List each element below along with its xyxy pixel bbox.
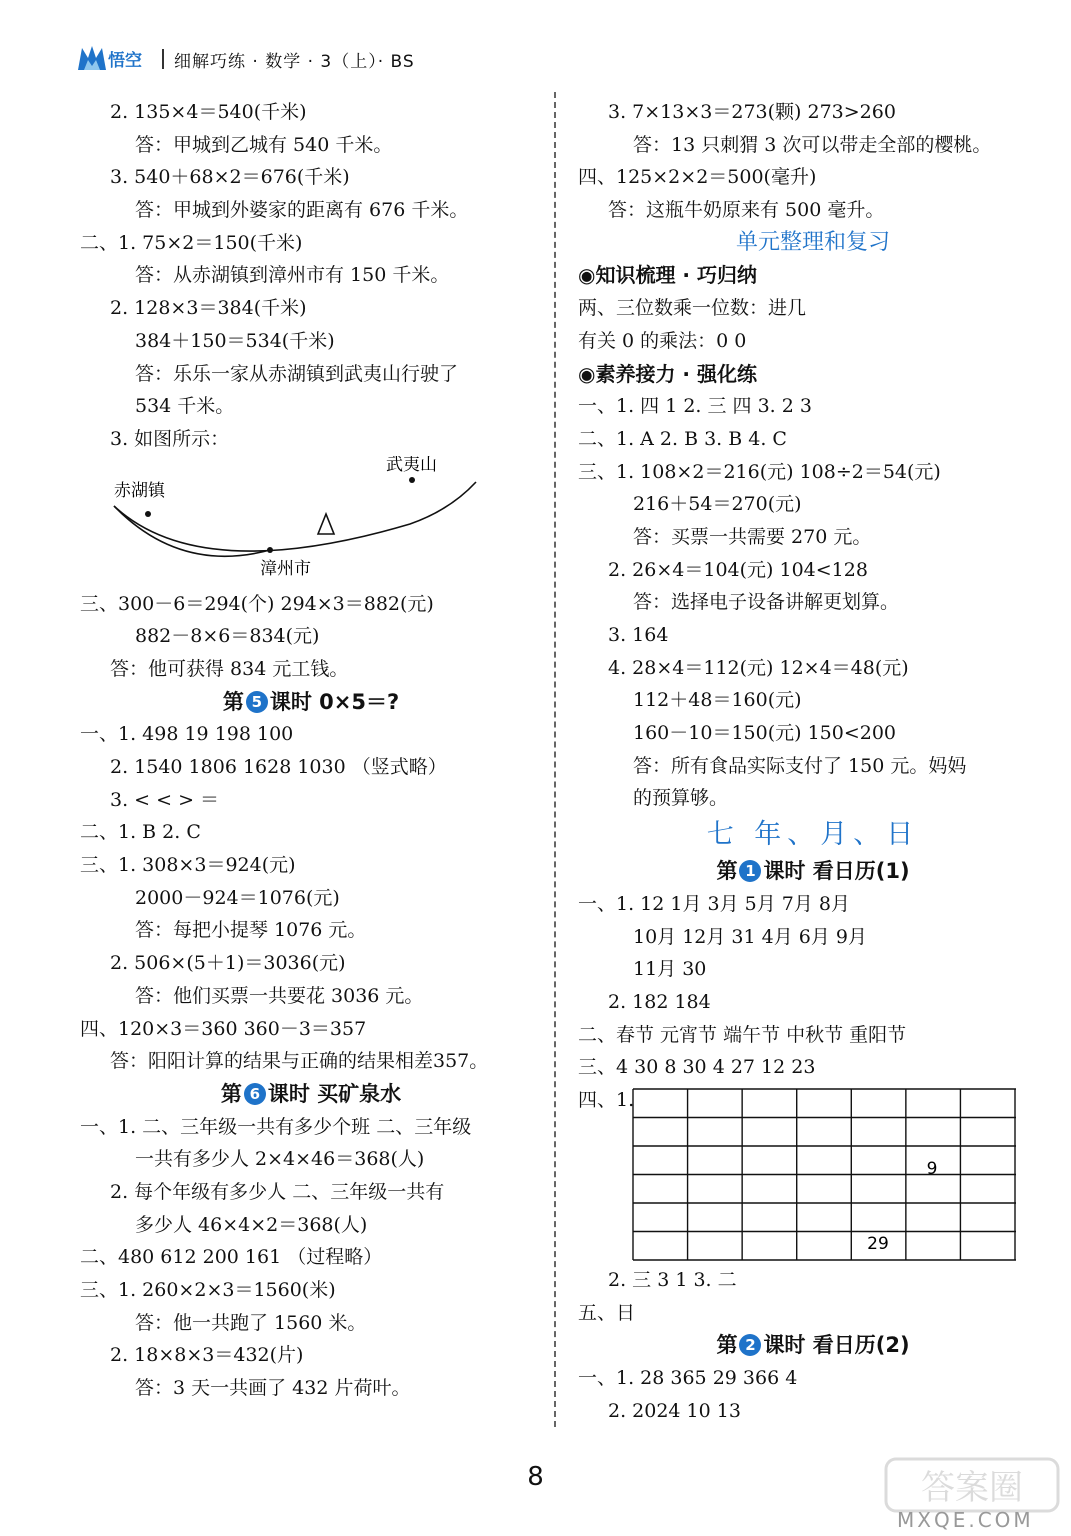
right-column	[578, 96, 1048, 1427]
answer-line: 一、1. 12 1月 3月 5月 7月 8月	[578, 892, 850, 915]
answer-line: 2000－924＝1076(元)	[135, 886, 340, 909]
answer-line: 2. 1540 1806 1628 1030 （竖式略）	[110, 756, 447, 778]
answer-line: 答：乐乐一家从赤湖镇到武夷山行驶了	[135, 362, 459, 385]
calendar-cell-value: 9	[926, 1158, 938, 1179]
answer-line: 答：他可获得 834 元工钱。	[110, 657, 349, 680]
lesson-heading-5	[80, 686, 542, 719]
calendar-question	[578, 1084, 1048, 1264]
answer-line: 11月 30	[633, 958, 707, 981]
section-heading-practice	[578, 358, 1048, 391]
answer-line: 答：他们买票一共要花 3036 元。	[135, 984, 424, 1007]
answer-line: 二、1. 75×2＝150(千米)	[80, 231, 303, 254]
answer-line: 3. 7×13×3＝273(颗) 273>260	[608, 101, 896, 123]
answer-line: 2. 128×3＝384(千米)	[110, 297, 307, 320]
answer-line: 10月 12月 31 4月 6月 9月	[633, 925, 867, 948]
page-number: 8	[527, 1462, 544, 1492]
answer-line: 答：这瓶牛奶原来有 500 毫升。	[608, 199, 885, 222]
lesson-heading-1	[578, 855, 1048, 888]
answer-line: 3. 如图所示：	[110, 427, 230, 450]
target-bullet-icon: ◉	[578, 361, 596, 386]
route-map-svg	[80, 456, 520, 588]
answer-line: 三、4 30 8 30 4 27 12 23	[578, 1056, 816, 1079]
target-bullet-icon: ◉	[578, 263, 596, 288]
heading-title: 课时 看日历(1)	[763, 859, 910, 884]
answer-line: 一共有多少人 2×4×46＝368(人)	[135, 1148, 425, 1171]
answer-line: 2. 每个年级有多少人 二、三年级一共有	[110, 1180, 445, 1203]
answer-line: 4. 28×4＝112(元) 12×4＝48(元)	[608, 656, 909, 679]
route-curve-lower	[114, 506, 270, 556]
heading-prefix: 第	[222, 689, 244, 714]
answer-line: 五、日	[578, 1301, 636, 1324]
answer-line: 答：从赤湖镇到漳州市有 150 千米。	[135, 264, 450, 287]
answer-line: 三、1. 108×2＝216(元) 108÷2＝54(元)	[578, 460, 941, 483]
answer-line: 多少人 46×4×2＝368(人)	[135, 1213, 368, 1236]
column-divider	[554, 92, 556, 1427]
lesson-heading-6	[80, 1078, 542, 1111]
answer-line: 答：甲城到外婆家的距离有 676 千米。	[135, 199, 469, 222]
answer-line: 2. 135×4＝540(千米)	[110, 101, 307, 123]
answer-line: 2. 2024 10 13	[608, 1399, 741, 1422]
point-wuyi	[409, 477, 415, 483]
answer-line: 534 千米。	[135, 395, 235, 418]
answer-line: 四、120×3＝360 360－3＝357	[80, 1017, 367, 1040]
answer-line: 一、1. 二、三年级一共有多少个班 二、三年级	[80, 1115, 472, 1138]
map-label-wuyi: 武夷山	[386, 455, 437, 475]
answer-line: 答：他一共跑了 1560 米。	[135, 1311, 367, 1334]
answer-line: 一、1. 28 365 29 366 4	[578, 1367, 798, 1389]
calendar-grid	[632, 1088, 1018, 1262]
lesson-number-badge: 5	[246, 691, 268, 713]
route-curve-upper	[114, 482, 476, 551]
answer-line: 答：甲城到乙城有 540 千米。	[135, 133, 393, 156]
answer-line: 112＋48＝160(元)	[633, 689, 802, 712]
unit-review-heading: 单元整理和复习	[735, 229, 890, 255]
point-chihu	[145, 511, 151, 517]
heading-title: 课时 0×5＝?	[269, 689, 400, 714]
answer-line: 三、1. 308×3＝924(元)	[80, 854, 296, 877]
answer-line: 四、1.	[578, 1088, 635, 1111]
answer-line: 二、1. B 2. C	[80, 821, 201, 844]
answer-line: 882－8×6＝834(元)	[135, 625, 320, 648]
answer-line: 四、125×2×2＝500(毫升)	[578, 166, 817, 189]
section-title: 知识梳理 · 巧归纳	[595, 263, 757, 288]
triangle-marker-icon	[318, 514, 334, 534]
calendar-grid-svg	[632, 1088, 1018, 1262]
answer-line: 答：所有食品实际支付了 150 元。妈妈	[633, 754, 967, 777]
watermark-url: MXQE.COM	[897, 1508, 1034, 1532]
answer-line: 答：选择电子设备讲解更划算。	[633, 591, 900, 614]
answer-line: 2. 26×4＝104(元) 104<128	[608, 558, 868, 581]
point-zhangzhou	[267, 547, 273, 553]
route-map-figure	[80, 456, 542, 588]
heading-prefix: 第	[220, 1081, 242, 1106]
answer-line: 答：3 天一共画了 432 片荷叶。	[135, 1377, 411, 1400]
map-label-zhangzhou: 漳州市	[260, 558, 311, 579]
answer-line: 3. 164	[608, 624, 669, 646]
heading-title: 课时 看日历(2)	[763, 1333, 910, 1358]
calendar-grid-lines	[633, 1089, 1016, 1260]
heading-prefix: 第	[716, 859, 738, 884]
heading-prefix: 第	[716, 1333, 738, 1358]
watermark-text: 答案圈	[921, 1468, 1023, 1508]
lesson-number-badge: 2	[739, 1334, 761, 1356]
left-column	[80, 96, 542, 1405]
answer-line: 160－10＝150(元) 150<200	[633, 722, 897, 745]
answer-line: 有关 0 的乘法：0 0	[578, 329, 747, 352]
page-header	[76, 44, 415, 74]
answer-line: 2. 18×8×3＝432(片)	[110, 1344, 304, 1367]
answer-line: 3. 540＋68×2＝676(千米)	[110, 166, 350, 189]
logo-text: 悟空	[108, 51, 142, 71]
answer-line: 答：每把小提琴 1076 元。	[135, 919, 367, 942]
section-heading-knowledge	[578, 259, 1048, 292]
chapter-heading: 七 年、月、日	[706, 819, 920, 851]
answer-line: 三、1. 260×2×3＝1560(米)	[80, 1279, 336, 1301]
calendar-cell-value: 29	[867, 1233, 889, 1254]
header-separator	[162, 49, 164, 69]
map-label-chihu: 赤湖镇	[114, 480, 165, 501]
answer-line: 2. 182 184	[608, 990, 711, 1013]
lesson-number-badge: 6	[244, 1083, 266, 1105]
answer-line: 二、480 612 200 161 （过程略）	[80, 1246, 383, 1269]
answer-line: 答：13 只刺猬 3 次可以带走全部的樱桃。	[633, 133, 992, 156]
lesson-number-badge: 1	[739, 860, 761, 882]
header-title: 细解巧练 · 数学 · 3（上）· BS	[174, 51, 415, 72]
answer-line: 答：买票一共需要 270 元。	[633, 525, 872, 548]
brand-logo	[76, 44, 156, 74]
answer-line: 2. 三 3 1 3. 二	[608, 1268, 737, 1291]
logo-icon	[76, 44, 108, 72]
answer-line: 两、三位数乘一位数：进几	[578, 297, 807, 320]
answer-line: 三、300－6＝294(个) 294×3＝882(元)	[80, 592, 434, 615]
answer-line: 3. < < > ＝	[110, 788, 220, 811]
answer-line: 一、1. 四 1 2. 三 四 3. 2 3	[578, 395, 812, 418]
section-title: 素养接力 · 强化练	[595, 361, 757, 386]
answer-line: 2. 506×(5＋1)＝3036(元)	[110, 952, 346, 975]
answer-line: 216＋54＝270(元)	[633, 493, 802, 516]
heading-title: 课时 买矿泉水	[267, 1081, 402, 1106]
answer-line: 的预算够。	[633, 787, 729, 810]
answer-line: 答：阳阳计算的结果与正确的结果相差357。	[110, 1050, 489, 1073]
lesson-heading-2	[578, 1329, 1048, 1362]
answer-line: 一、1. 498 19 198 100	[80, 723, 294, 746]
answer-line: 二、1. A 2. B 3. B 4. C	[578, 427, 787, 450]
answer-line: 384＋150＝534(千米)	[135, 329, 335, 352]
answer-line: 二、春节 元宵节 端午节 中秋节 重阳节	[578, 1023, 907, 1046]
